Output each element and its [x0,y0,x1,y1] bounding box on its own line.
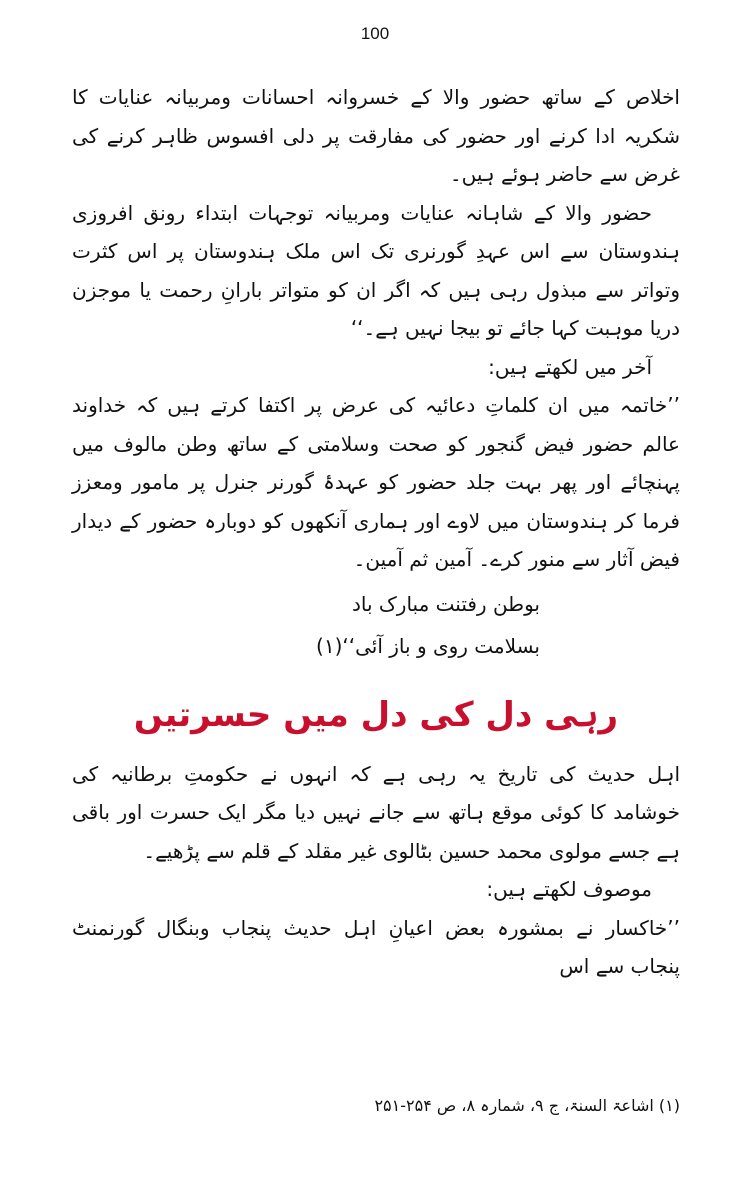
paragraph-6: موصوف لکھتے ہیں: [486,877,652,901]
poem [72,583,680,667]
paragraph-1: اخلاص کے ساتھ حضور والا کے خسروانہ احسانات ومربیانہ عنایات کا شکریہ ادا کرنے اور حضور کی مفارقت پر دلی افسوس ظاہر کرنے کی غرض سے حاضر ہوئے ہیں۔ [72,85,680,186]
footnote: (۱) اشاعۃ السنۃ، ج ۹، شمارہ ۸، ص ۲۵۴-۲۵۱ [374,1096,680,1115]
paragraph-4: ’’خاتمہ میں ان کلماتِ دعائیہ کی عرض پر اکتفا کرتے ہیں کہ خداوند عالم حضور فیض گنجور کو صحت وسلامتی کے ساتھ وطن مالوف میں پہنچائے اور پھر بہت جلد حضور کو عہدۂ گورنر جنرل پر مامور ومعزز فرما کر ہندوستان میں لاوے اور ہماری آنکھوں کو دوبارہ حضور کے دیدار فیض آثار سے منور کرے۔ آمین ثم آمین۔ [72,393,680,571]
poem-line-2: بسلامت روی و باز آئی‘‘(۱) [316,633,540,658]
paragraph-7: ’’خاکسار نے بمشورہ بعض اعیانِ اہل حدیث پنجاب وبنگال گورنمنٹ پنجاب سے اس [72,915,680,978]
page-body [72,78,680,986]
paragraph-3: آخر میں لکھتے ہیں: [488,354,652,379]
section-heading: رہی دل کی دل میں حسرتیں [133,694,619,735]
paragraph-2: حضور والا کے شاہانہ عنایات ومربیانہ توجہات ابتداء رونق افروزی ہندوستان سے اس عہدِ گورنری تک اس ملک ہندوستان پر اس کثرت وتواتر سے مبذول رہی ہیں کہ اگر ان کو متواتر بارانِ رحمت یا موجزن دریا موہبت کہا جائے تو بیجا نہیں ہے۔‘‘ [72,200,680,340]
paragraph-5: اہل حدیث کی تاریخ یہ رہی ہے کہ انہوں نے حکومتِ برطانیہ کی خوشامد کا کوئی موقع ہاتھ سے جانے نہیں دیا مگر ایک حسرت اور باقی ہے جسے مولوی محمد حسین بٹالوی غیر مقلد کے قلم سے پڑھیے۔ [72,761,680,863]
poem-line-1: بوطن رفتنت مبارک باد [351,591,540,616]
page-number: 100 [360,24,390,43]
